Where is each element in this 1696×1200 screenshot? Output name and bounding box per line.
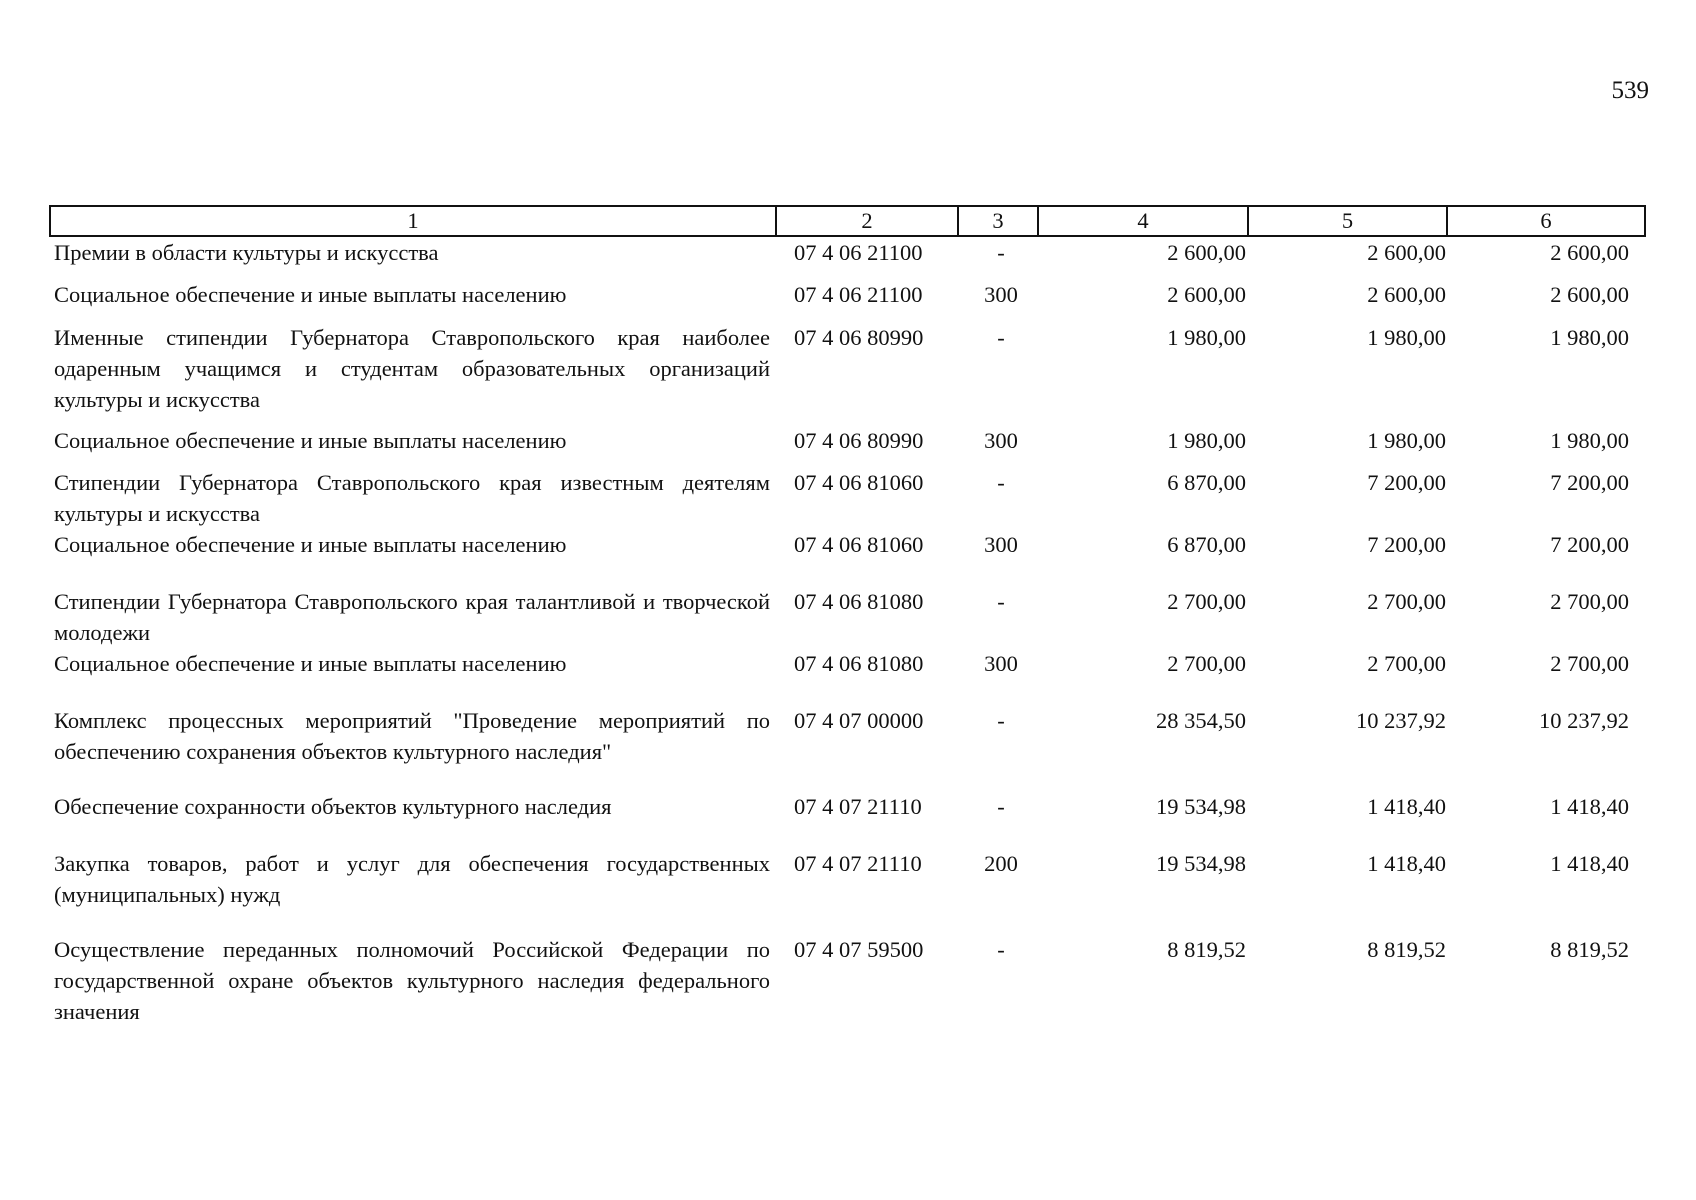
row-value-col4: 1 980,00	[1167, 325, 1246, 350]
header-col-4: 4	[1038, 206, 1248, 236]
row-value-col5: 1 418,40	[1367, 794, 1446, 819]
row-value-col5: 1 418,40	[1367, 851, 1446, 876]
row-code: 07 4 07 21110	[794, 851, 922, 876]
header-col-6: 6	[1447, 206, 1645, 236]
row-value-col6: 2 600,00	[1550, 240, 1629, 265]
row-name: Социальное обеспечение и иные выплаты населению	[54, 282, 567, 307]
page-number: 539	[1611, 77, 1649, 104]
row-value-col4: 2 700,00	[1167, 651, 1246, 676]
row-code: 07 4 06 81080	[794, 589, 924, 614]
row-type: -	[997, 794, 1005, 819]
row-name: Именные стипендии Губернатора Ставропольского края наиболее одаренным учащимся и студентам образовательных организаций культуры и искусства	[54, 325, 770, 412]
row-value-col6: 10 237,92	[1539, 708, 1629, 733]
table-row	[50, 467, 1645, 529]
row-value-col6: 1 418,40	[1550, 851, 1629, 876]
row-type: 300	[984, 282, 1018, 307]
row-code: 07 4 06 21100	[794, 282, 923, 307]
row-value-col6: 8 819,52	[1550, 937, 1629, 962]
row-value-col5: 10 237,92	[1356, 708, 1446, 733]
row-value-col6: 1 418,40	[1550, 794, 1629, 819]
row-value-col5: 7 200,00	[1367, 532, 1446, 557]
row-value-col6: 1 980,00	[1550, 325, 1629, 350]
header-col-1: 1	[50, 206, 776, 236]
table-row	[50, 934, 1645, 1027]
table-row	[50, 529, 1645, 586]
row-name: Стипендии Губернатора Ставропольского края талантливой и творческой молодежи	[54, 589, 770, 645]
table-row	[50, 236, 1645, 279]
row-value-col4: 2 700,00	[1167, 589, 1246, 614]
row-value-col4: 2 600,00	[1167, 282, 1246, 307]
row-type: -	[997, 589, 1005, 614]
table-row	[50, 322, 1645, 425]
row-value-col4: 8 819,52	[1167, 937, 1246, 962]
row-code: 07 4 06 81080	[794, 651, 924, 676]
row-value-col6: 1 980,00	[1550, 428, 1629, 453]
row-type: -	[997, 937, 1005, 962]
row-name: Комплекс процессных мероприятий "Проведение мероприятий по обеспечению сохранения объектов культурного наследия"	[54, 708, 770, 764]
budget-table	[49, 205, 1646, 1027]
row-name: Социальное обеспечение и иные выплаты населению	[54, 532, 567, 557]
row-name: Премии в области культуры и искусства	[54, 240, 439, 265]
row-value-col5: 2 700,00	[1367, 589, 1446, 614]
header-row	[50, 206, 1645, 236]
row-code: 07 4 06 80990	[794, 325, 924, 350]
row-code: 07 4 07 00000	[794, 708, 924, 733]
table-row	[50, 425, 1645, 467]
row-name: Социальное обеспечение и иные выплаты населению	[54, 651, 567, 676]
row-value-col5: 1 980,00	[1367, 428, 1446, 453]
row-value-col5: 2 700,00	[1367, 651, 1446, 676]
row-code: 07 4 06 81060	[794, 532, 924, 557]
row-name: Стипендии Губернатора Ставропольского края известным деятелям культуры и искусства	[54, 470, 770, 526]
row-type: -	[997, 240, 1005, 265]
row-name: Обеспечение сохранности объектов культурного наследия	[54, 794, 612, 819]
row-value-col5: 8 819,52	[1367, 937, 1446, 962]
table-row	[50, 848, 1645, 934]
row-type: 300	[984, 428, 1018, 453]
table-row	[50, 705, 1645, 791]
row-value-col6: 7 200,00	[1550, 532, 1629, 557]
row-name: Социальное обеспечение и иные выплаты населению	[54, 428, 567, 453]
row-value-col4: 19 534,98	[1156, 851, 1246, 876]
row-value-col4: 28 354,50	[1156, 708, 1246, 733]
row-value-col4: 19 534,98	[1156, 794, 1246, 819]
row-value-col4: 6 870,00	[1167, 470, 1246, 495]
row-name: Закупка товаров, работ и услуг для обеспечения государственных (муниципальных) нужд	[54, 851, 770, 907]
row-type: 200	[984, 851, 1018, 876]
row-value-col6: 2 700,00	[1550, 651, 1629, 676]
header-col-3: 3	[958, 206, 1038, 236]
table-row	[50, 791, 1645, 848]
row-value-col6: 2 700,00	[1550, 589, 1629, 614]
table-header	[50, 206, 1645, 236]
row-code: 07 4 06 80990	[794, 428, 924, 453]
row-value-col5: 2 600,00	[1367, 282, 1446, 307]
row-value-col5: 1 980,00	[1367, 325, 1446, 350]
table-row	[50, 586, 1645, 648]
row-name: Осуществление переданных полномочий Российской Федерации по государственной охране объектов культурного наследия федерального значения	[54, 937, 770, 1024]
row-value-col5: 2 600,00	[1367, 240, 1446, 265]
row-code: 07 4 07 21110	[794, 794, 922, 819]
table-row	[50, 279, 1645, 322]
row-code: 07 4 06 81060	[794, 470, 924, 495]
row-code: 07 4 07 59500	[794, 937, 924, 962]
row-value-col5: 7 200,00	[1367, 470, 1446, 495]
row-type: 300	[984, 651, 1018, 676]
row-value-col6: 2 600,00	[1550, 282, 1629, 307]
row-value-col6: 7 200,00	[1550, 470, 1629, 495]
header-col-5: 5	[1248, 206, 1447, 236]
row-type: -	[997, 325, 1005, 350]
row-type: -	[997, 470, 1005, 495]
row-value-col4: 1 980,00	[1167, 428, 1246, 453]
table-body	[50, 236, 1645, 1027]
header-col-2: 2	[776, 206, 958, 236]
row-code: 07 4 06 21100	[794, 240, 923, 265]
row-value-col4: 2 600,00	[1167, 240, 1246, 265]
row-type: -	[997, 708, 1005, 733]
row-type: 300	[984, 532, 1018, 557]
table-row	[50, 648, 1645, 705]
row-value-col4: 6 870,00	[1167, 532, 1246, 557]
